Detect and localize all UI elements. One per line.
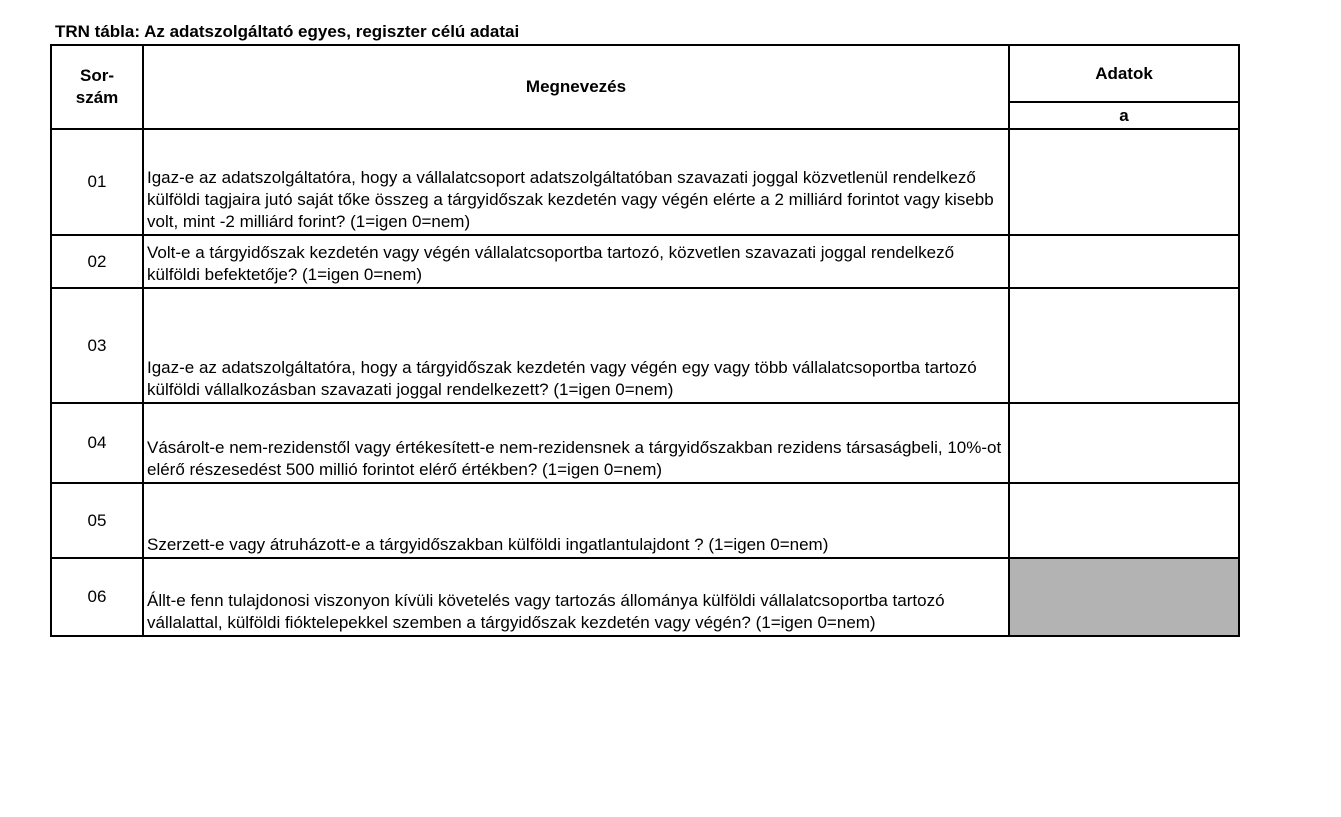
row-number: 05 — [51, 483, 143, 558]
table-title: TRN tábla: Az adatszolgáltató egyes, regiszter célú adatai — [55, 22, 520, 41]
sorszam-header-line2: szám — [75, 88, 119, 107]
data-input-cell-01[interactable] — [1009, 129, 1239, 235]
row-description: Vásárolt-e nem-rezidenstől vagy értékesített-e nem-rezidensnek a tárgyidőszakban rezidens társaságbeli, 10%-ot elérő részesedést 500 millió forintot elérő értékben? (1=igen 0=nem) — [143, 403, 1009, 483]
sorszam-header-line1: Sor- — [80, 66, 114, 85]
table-row-04 — [51, 403, 1239, 483]
row-description: Állt-e fenn tulajdonosi viszonyon kívüli követelés vagy tartozás állománya külföldi vállalatcsoportba tartozó vállalattal, külföldi fióktelepekkel szemben a tárgyidőszak kezdetén vagy végén? (1=igen 0=nem) — [143, 558, 1009, 636]
row-number: 06 — [51, 558, 143, 636]
data-input-cell-06 — [1009, 558, 1239, 636]
data-input-cell-04[interactable] — [1009, 403, 1239, 483]
row-description: Igaz-e az adatszolgáltatóra, hogy a vállalatcsoport adatszolgáltatóban szavazati joggal közvetlenül rendelkező külföldi tagjaira jutó saját tőke összeg a tárgyidőszak kezdetén vagy végén elérte a 2 milliárd forintot vagy kisebb volt, mint -2 milliárd forint? (1=igen 0=nem) — [143, 129, 1009, 235]
row-number: 01 — [51, 129, 143, 235]
table-row-03 — [51, 288, 1239, 403]
row-number: 02 — [51, 235, 143, 288]
table-row-05 — [51, 483, 1239, 558]
row-description: Volt-e a tárgyidőszak kezdetén vagy végén vállalatcsoportba tartozó, közvetlen szavazati joggal rendelkező külföldi befektetője? (1=igen 0=nem) — [143, 235, 1009, 288]
row-number: 04 — [51, 403, 143, 483]
row-description: Igaz-e az adatszolgáltatóra, hogy a tárgyidőszak kezdetén vagy végén egy vagy több vállalatcsoportba tartozó külföldi vállalkozásban szavazati joggal rendelkezett? (1=igen 0=nem) — [143, 288, 1009, 403]
data-input-cell-03[interactable] — [1009, 288, 1239, 403]
row-number: 03 — [51, 288, 143, 403]
trn-table — [50, 44, 1240, 637]
table-row-01 — [51, 129, 1239, 235]
data-input-cell-05[interactable] — [1009, 483, 1239, 558]
table-row-02 — [51, 235, 1239, 288]
megnevezes-header: Megnevezés — [143, 45, 1009, 129]
data-input-cell-02[interactable] — [1009, 235, 1239, 288]
table-row-06 — [51, 558, 1239, 636]
column-a-header: a — [1009, 102, 1239, 129]
adatok-header: Adatok — [1009, 45, 1239, 102]
row-description: Szerzett-e vagy átruházott-e a tárgyidőszakban külföldi ingatlantulajdont ? (1=igen 0=nem) — [143, 483, 1009, 558]
sorszam-header — [51, 45, 143, 129]
